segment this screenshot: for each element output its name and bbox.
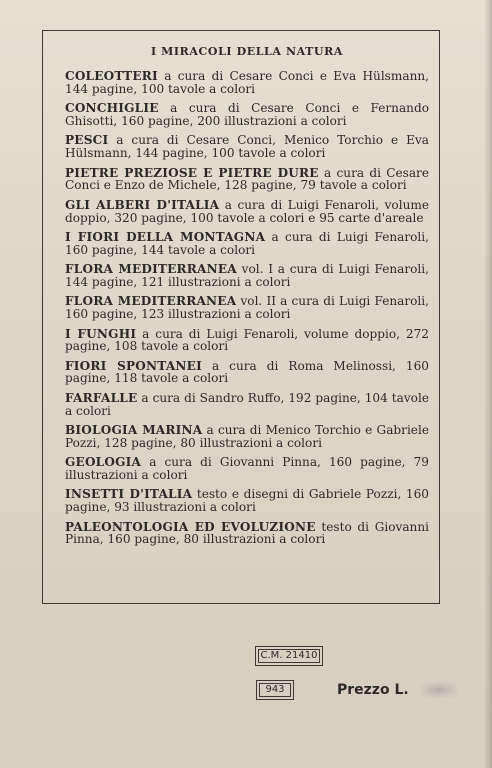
entry-description: vol. I a cura di Luigi Fenaroli, 144 pagine, 121 illustrazioni a colori [65, 262, 429, 289]
list-item [65, 328, 429, 354]
entry-description: a cura di Cesare Conci e Eva Hülsmann, 144 pagine, 100 tavole a colori [65, 69, 429, 96]
number-box [256, 680, 294, 700]
list-item [65, 392, 429, 418]
catalog-code: C.M. 21410 [260, 650, 318, 661]
entry-title: I FUNGHI [65, 326, 137, 341]
entry-title: FARFALLE [65, 390, 138, 405]
entry-title: BIOLOGIA MARINA [65, 423, 203, 438]
price-erased-mark [420, 682, 458, 698]
list-item [65, 424, 429, 450]
entry-title: FLORA MEDITERRANEA [65, 262, 237, 277]
catalog-code-box [255, 646, 323, 666]
list-item [65, 102, 429, 128]
entry-description: testo di Giovanni Pinna, 160 pagine, 80 illustrazioni a colori [65, 519, 429, 547]
entry-title: FIORI SPONTANEI [65, 358, 202, 373]
list-item [65, 167, 429, 193]
series-title: I MIRACOLI DELLA NATURA [150, 45, 344, 58]
book-number: 943 [265, 684, 285, 695]
entry-description: a cura di Luigi Fenaroli, 160 pagine, 144 tavole a colori [65, 229, 430, 257]
entry-description: a cura di Roma Melinossi, 160 pagine, 118 tavole a colori [65, 358, 429, 386]
entry-title: PALEONTOLOGIA ED EVOLUZIONE [65, 519, 316, 534]
list-item [65, 231, 429, 257]
list-item [65, 295, 429, 321]
entry-title: GEOLOGIA [65, 455, 142, 470]
entry-description: a cura di Giovanni Pinna, 160 pagine, 79 illustrazioni a colori [65, 455, 429, 483]
list-item [65, 199, 429, 225]
entry-title: GLI ALBERI D'ITALIA [65, 197, 220, 212]
list-item [65, 70, 429, 96]
entry-title: COLEOTTERI [65, 69, 158, 83]
entry-description: a cura di Cesare Conci, Menico Torchio e Eva Hülsmann, 144 pagine, 100 tavole a colori [65, 133, 429, 161]
list-item [65, 488, 429, 514]
list-item [65, 360, 429, 386]
entry-title: I FIORI DELLA MONTAGNA [65, 229, 266, 244]
list-item [65, 263, 429, 289]
entry-description: testo e disegni di Gabriele Pozzi, 160 pagine, 93 illustrazioni a colori [65, 487, 429, 515]
entry-title: PESCI [65, 133, 109, 148]
entry-title: FLORA MEDITERRANEA [65, 294, 237, 309]
entry-description: a cura di Cesare Conci e Enzo de Michele, 128 pagine, 79 tavole a colori [65, 165, 429, 193]
page-edge-shadow [484, 0, 492, 768]
entry-title: PIETRE PREZIOSE E PIETRE DURE [65, 165, 319, 180]
entry-title: CONCHIGLIE [65, 101, 159, 116]
price-label: Prezzo L. [337, 682, 409, 698]
entry-description: a cura di Menico Torchio e Gabriele Pozzi, 128 pagine, 80 illustrazioni a colori [65, 423, 429, 450]
entry-description: a cura di Luigi Fenaroli, volume doppio, 320 pagine, 100 tavole a colori e 95 carte d'areale [65, 197, 429, 225]
entry-description: a cura di Luigi Fenaroli, volume doppio, 272 pagine, 108 tavole a colori [65, 326, 429, 354]
list-item [65, 521, 429, 547]
list-item [65, 456, 429, 482]
entry-description: a cura di Sandro Ruffo, 192 pagine, 104 tavole a colori [65, 390, 429, 418]
entry-description: a cura di Cesare Conci e Fernando Ghisotti, 160 pagine, 200 illustrazioni a colori [65, 101, 429, 128]
entry-title: INSETTI D'ITALIA [65, 487, 193, 502]
series-list-box [42, 30, 440, 604]
entry-description: vol. II a cura di Luigi Fenaroli, 160 pagine, 123 illustrazioni a colori [65, 294, 429, 322]
list-item [65, 134, 429, 160]
